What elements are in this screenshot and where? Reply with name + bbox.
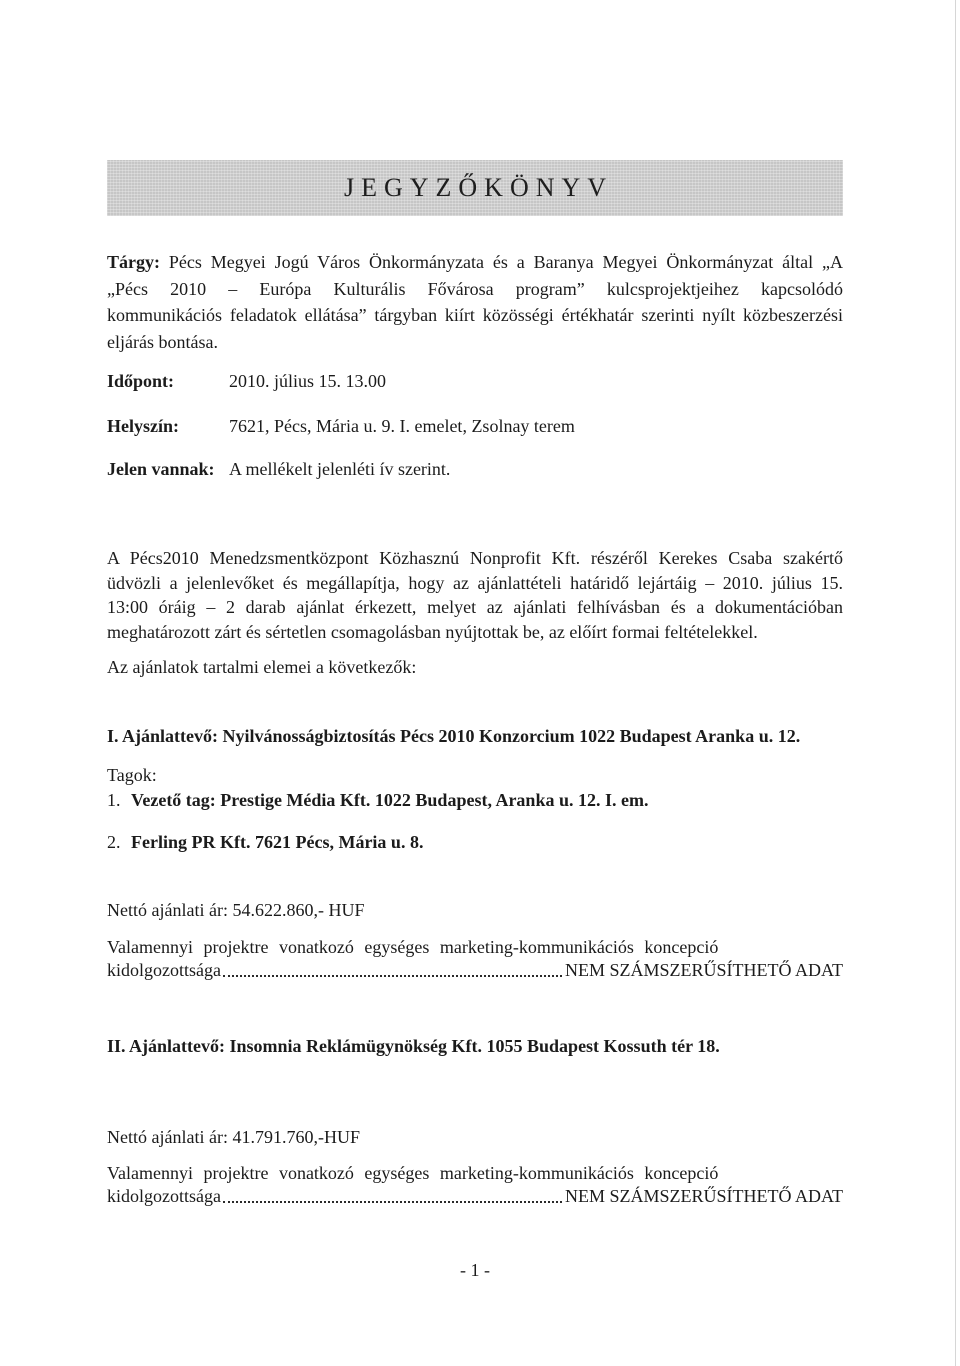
title-banner [107, 160, 843, 216]
intro-paragraph [107, 546, 843, 644]
criterion-row [107, 1183, 843, 1209]
bidder-heading: II. Ajánlattevő: Insomnia Reklámügynökség Kft. 1055 Budapest Kossuth tér 18. [107, 1036, 720, 1056]
subject-line: kommunikációs feladatok ellátása” tárgyban kiírt közösségi értékhatár szerinti nyílt közbeszerzési [107, 305, 843, 325]
dot-leader [223, 975, 562, 977]
meta-label: Időpont: [107, 371, 175, 391]
member-number: 1. [107, 790, 121, 810]
criterion-line: Valamennyi projektre vonatkozó egységes marketing-kommunikációs koncepció [107, 1163, 719, 1183]
member-text: Vezető tag: Prestige Média Kft. 1022 Budapest, Aranka u. 12. I. em. [131, 790, 649, 810]
criterion-label: kidolgozottsága [107, 960, 221, 980]
criterion-row [107, 957, 843, 983]
member-text: Ferling PR Kft. 7621 Pécs, Mária u. 8. [131, 832, 424, 852]
subject-text: Pécs Megyei Jogú Város Önkormányzata és a Baranya Megyei Önkormányzat által „A [168, 252, 844, 272]
meta-row-time [107, 368, 843, 394]
criterion-value: NEM SZÁMSZERŰSÍTHETŐ ADAT [564, 1186, 843, 1206]
meta-value: 7621, Pécs, Mária u. 9. I. emelet, Zsolnay terem [229, 416, 575, 436]
net-price [107, 1124, 843, 1150]
intro-line: üdvözli a jelenlevőket és megállapítja, hogy az ajánlattételi határidő lejártáig – 2010. július 15. [107, 572, 843, 593]
price-label: Nettó ajánlati ár: [107, 900, 228, 920]
page-number: - 1 - [460, 1260, 490, 1280]
intro-line: A Pécs2010 Menedzsmentközpont Közhasznú Nonprofit Kft. részéről Kerekes Csaba szakértő [107, 548, 843, 568]
price-label: Nettó ajánlati ár: [107, 1127, 228, 1147]
bidder-heading: I. Ajánlattevő: Nyilvánosságbiztosítás Pécs 2010 Konzorcium 1022 Budapest Aranka u. 12. [107, 726, 801, 746]
scan-edge-line [955, 0, 956, 1366]
meta-value: A mellékelt jelenléti ív szerint. [229, 459, 451, 479]
subject-line [107, 249, 843, 276]
net-price [107, 897, 843, 923]
price-value: 54.622.860,- HUF [232, 900, 365, 920]
criterion-label: kidolgozottsága [107, 1186, 221, 1206]
intro-line: meghatározott zárt és sértetlen csomagolásban nyújtottak be, az előírt formai feltételekkel. [107, 621, 758, 642]
members-label: Tagok: [107, 765, 157, 785]
member-item [107, 787, 843, 813]
criterion-value: NEM SZÁMSZERŰSÍTHETŐ ADAT [564, 960, 843, 980]
intro-line: 13:00 óráig – 2 darab ajánlat érkezett, melyet az ajánlati felhívásban és a dokumentációban [107, 597, 843, 617]
dot-leader [223, 1201, 562, 1203]
document-title: JEGYZŐKÖNYV [343, 173, 614, 202]
meta-label: Helyszín: [107, 416, 179, 436]
meta-label: Jelen vannak: [107, 459, 215, 479]
subject-line: „Pécs 2010 – Európa Kulturális Fővárosa program” kulcsprojektjeihez kapcsolódó [107, 278, 843, 299]
member-item [107, 829, 843, 855]
meta-row-location [107, 413, 843, 439]
subject-paragraph [107, 249, 843, 355]
subject-label: Tárgy: [107, 252, 160, 272]
member-number: 2. [107, 832, 121, 852]
criterion-line: Valamennyi projektre vonatkozó egységes marketing-kommunikációs koncepció [107, 937, 719, 957]
subject-line: eljárás bontása. [107, 331, 218, 352]
price-value: 41.791.760,-HUF [232, 1127, 360, 1147]
meta-row-attendees [107, 456, 843, 482]
contents-heading: Az ajánlatok tartalmi elemei a következők: [107, 657, 417, 677]
meta-value: 2010. július 15. 13.00 [229, 371, 387, 391]
